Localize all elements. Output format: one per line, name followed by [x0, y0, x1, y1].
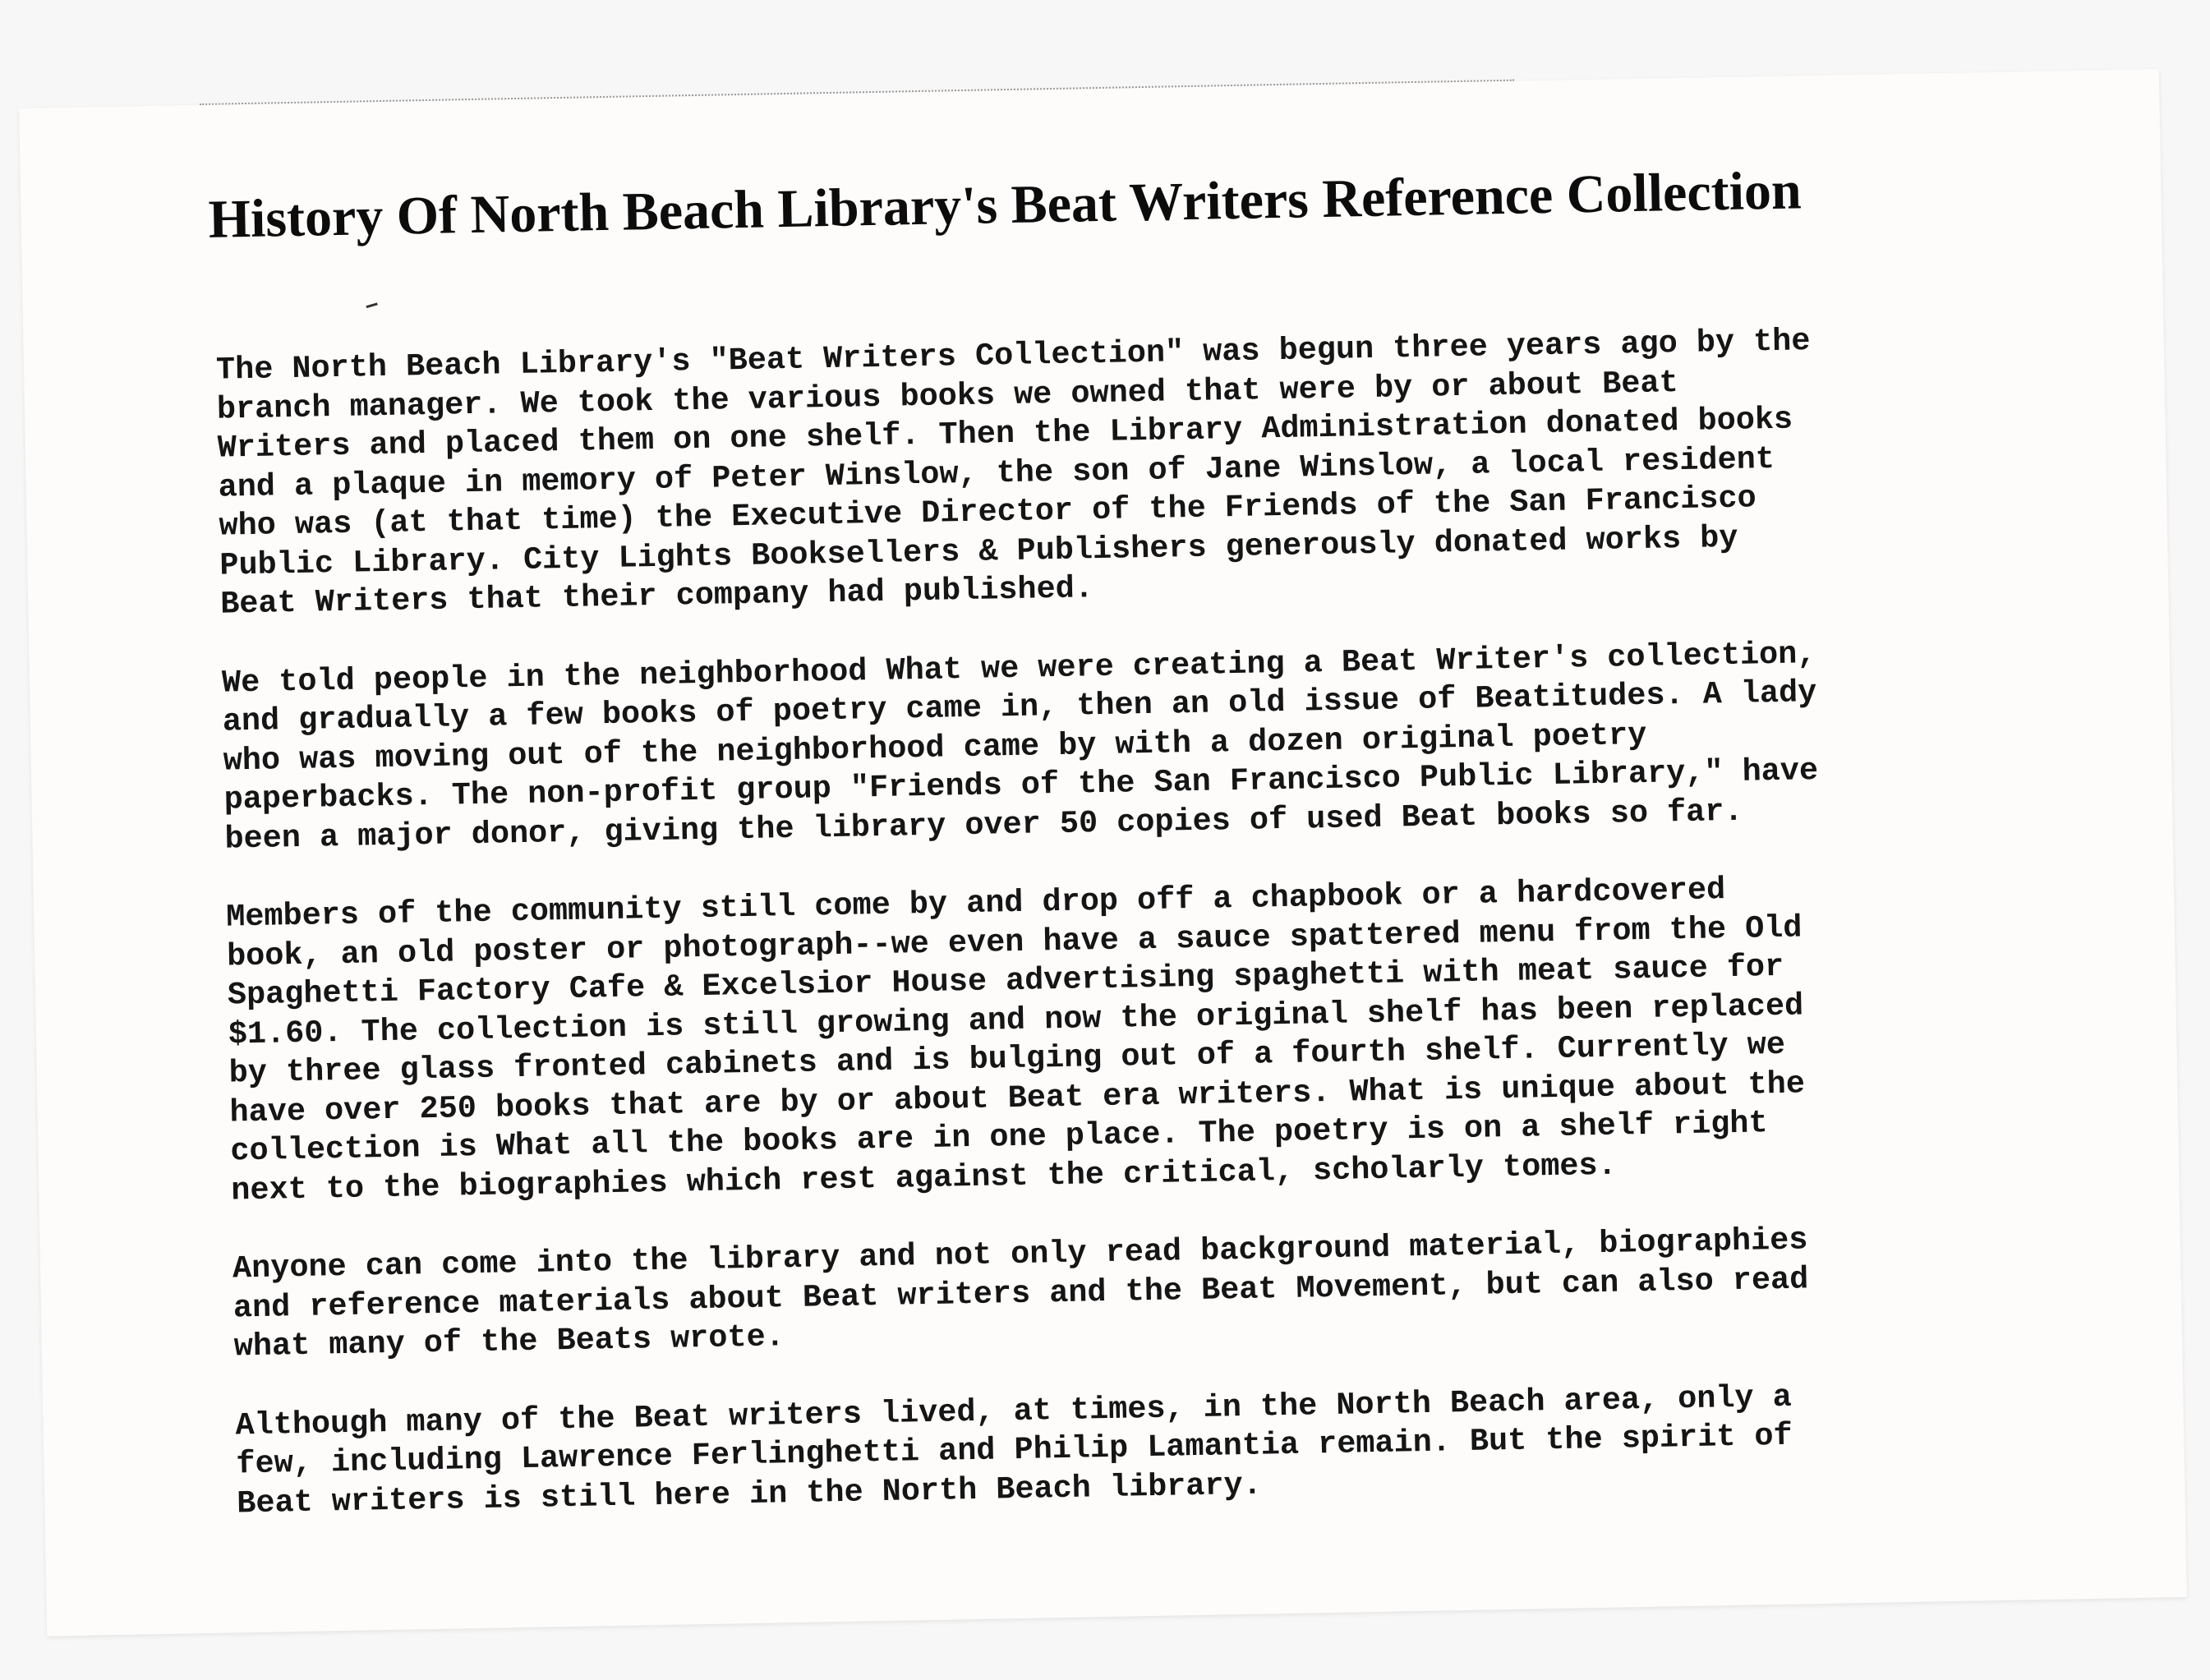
- paper-sheet: [19, 69, 2187, 1636]
- document-body: [216, 317, 2095, 1563]
- stray-pen-mark: [366, 302, 377, 308]
- torn-edge-divider: [200, 80, 1514, 105]
- paragraph-5: Although many of the Beat writers lived, at times, in the North Beach area, only a few, including Lawrence Ferlinghetti and Philip Lamantia remain. But the spirit of Beat writers is still here in the North Beach library.: [235, 1379, 1793, 1521]
- paragraph-4: Anyone can come into the library and not only read background material, biographies and reference materials about Beat writers and the Beat Movement, but can also read what many of the Beats wrote.: [232, 1222, 1809, 1365]
- paragraph-3: Members of the community still come by and drop off a chapbook or a hardcovered book, an old poster or photograph--we even have a sauce spattered menu from the Old Spaghetti Factory Cafe & Excelsior House advertising spaghetti with meat sauce for $1.60. The collection is still growing and now the original shelf has been replaced by three glass fronted cabinets and is bulging out of a fourth shelf. Currently we have over 250 books that are by or about Beat era writers. What is unique about the collection is What all the books are in one place. The poetry is on a shelf right next to the biographies which rest against the critical, scholarly tomes.: [225, 872, 1806, 1209]
- paragraph-1: The North Beach Library's "Beat Writers Collection" was begun three years ago by the branch manager. We took the various books we owned that were by or about Beat Writers and placed them on one shelf. Then the Library Administration donated books and a plaque in memory of Peter Winslow, the son of Jane Winslow, a local resident who was (at that time) the Executive Director of the Friends of the San Francisco Public Library. City Lights Booksellers & Publishers generously donated works by Beat Writers that their company had published.: [215, 323, 1811, 623]
- document-title: History Of North Beach Library's Beat Writers Reference Collection: [208, 160, 1803, 250]
- paragraph-2: We told people in the neighborhood What we were creating a Beat Writer's collection, and gradually a few books of poetry came in, then an old issue of Beatitudes. A lady who was moving out of the neighborhood came by with a dozen original poetry paperbacks. The non-profit group "Friends of the San Francisco Public Library," have been a major donor, giving the library over 50 copies of used Beat books so far.: [221, 635, 1819, 858]
